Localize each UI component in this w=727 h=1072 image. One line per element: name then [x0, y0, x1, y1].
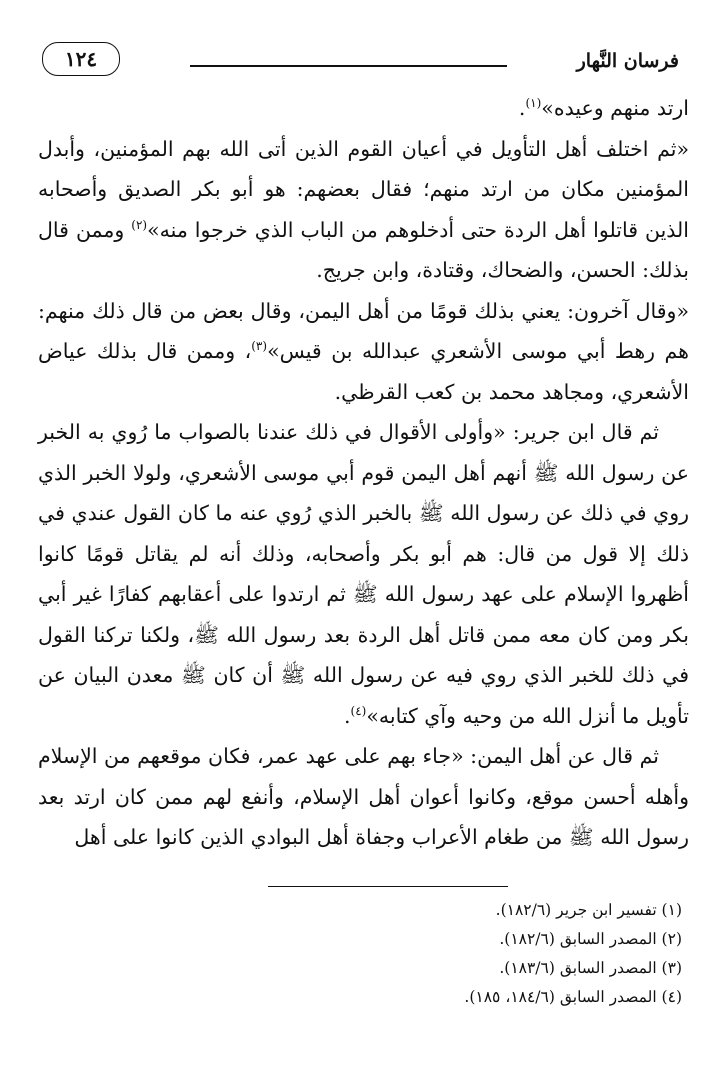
footnote-3: (٣) المصدر السابق (١٨٣/٦). — [499, 959, 682, 977]
footnote-2: (٢) المصدر السابق (١٨٢/٦). — [499, 930, 682, 948]
footnote-separator — [268, 886, 508, 887]
footnote-ref-1: (١) — [525, 96, 542, 111]
paragraph-5: ثم قال عن أهل اليمن: «جاء بهم على عهد عمر، فكان موقعهم من الإسلام وأهله أحسن موقع، وكانوا أعوان أهل الإسلام، وأنفع لهم ممن كان ارتد بعد رسول الله ﷺ من طغام الأعراب وجفاة أهل البوادي الذين كانوا على أهل — [38, 744, 689, 849]
paragraph-1: ارتد منهم وعيده»$^{(١)}$. — [518, 96, 689, 120]
header-rule — [190, 65, 507, 67]
footnote-4: (٤) المصدر السابق (١٨٤/٦، ١٨٥). — [464, 988, 682, 1006]
footnote-1: (١) تفسير ابن جرير (١٨٢/٦). — [495, 901, 682, 919]
footnotes — [38, 896, 682, 1012]
running-title: فرسان النَّهار — [576, 50, 679, 72]
body-text — [38, 88, 689, 858]
footnote-ref-3: (٣) — [251, 339, 268, 354]
footnote-ref-4: (٤) — [350, 703, 367, 718]
footnote-ref-2: (٢) — [131, 217, 148, 232]
page-header — [40, 40, 687, 80]
page-number: ١٢٤ — [42, 42, 120, 76]
paragraph-2: «ثم اختلف أهل التأويل في أعيان القوم الذين أتى الله بهم المؤمنين، وأبدل المؤمنين مكان من ارتد منهم؛ فقال بعضهم: هو أبو بكر الصديق وأصحابه الذين قاتلوا أهل الردة حتى أدخلوهم من الباب الذي خرجوا منه»$^{(٢)}$ وممن قال بذلك: الحسن، والضحاك، وقتادة، وابن جريج. — [38, 136, 690, 282]
paragraph-3: «وقال آخرون: يعني بذلك قومًا من أهل اليمن، وقال بعض من قال ذلك منهم: هم رهط أبي موسى الأشعري عبدالله بن قيس»$^{(٣)}$، وممن قال بذلك عياض الأشعري، ومجاهد محمد بن كعب القرظي. — [38, 298, 689, 404]
paragraph-4: ثم قال ابن جرير: «وأولى الأقوال في ذلك عندنا بالصواب ما رُوي به الخبر عن رسول الله ﷺ أنهم أهل اليمن قوم أبي موسى الأشعري، ولولا الخبر الذي روي في ذلك عن رسول الله ﷺ بالخبر الذي رُوي عنه ما كان القول عندي في ذلك إلا قول من قال: هم أبو بكر وأصحابه، وذلك أنه لم يقاتل قومًا كانوا أظهروا الإسلام على عهد رسول الله ﷺ ثم ارتدوا على أعقابهم كفارًا غير أبي بكر ومن كان معه ممن قاتل أهل الردة بعد رسول الله ﷺ، ولكنا تركنا القول في ذلك للخبر الذي روي فيه عن رسول الله ﷺ أن كان ﷺ معدن البيان عن تأويل ما أنزل الله من وحيه وآي كتابه»$^{(٤)}$. — [38, 420, 689, 728]
